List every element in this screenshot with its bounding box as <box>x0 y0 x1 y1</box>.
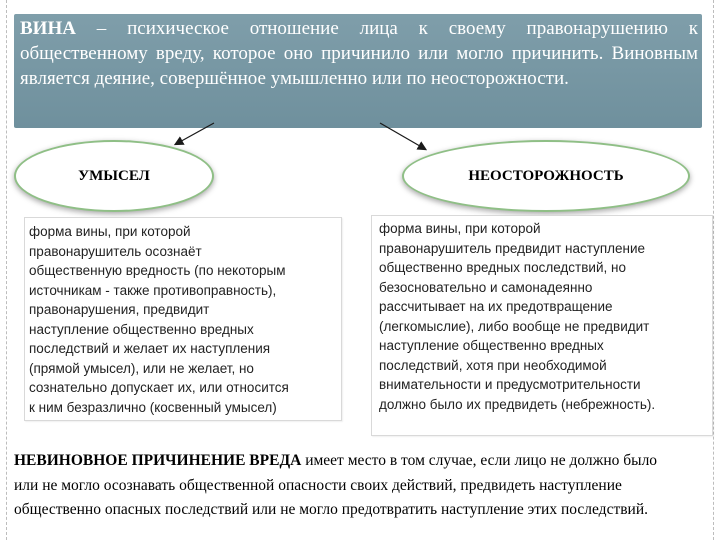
innocent-harm-body: имеет место в том случае, если лицо не должно было или не могло осознавать общественной опасности своих действий, предвидеть наступление общественно опасных последствий или не могло предотвратить наступление этих последствий. <box>14 452 658 518</box>
right-dashed-border <box>713 0 714 540</box>
intent-label: УМЫСЕЛ <box>78 167 150 184</box>
negligence-line: общественно вредных последствий, но <box>379 260 626 275</box>
innocent-harm-term: НЕВИНОВНОЕ ПРИЧИНЕНИЕ ВРЕДА <box>14 452 302 469</box>
intent-description-box <box>24 217 342 421</box>
intent-line: правонарушения, предвидит <box>29 302 210 317</box>
intent-line: правонарушитель осознаёт <box>29 243 202 259</box>
definition-text <box>20 16 698 91</box>
intent-line: последствий и желает их наступления <box>29 341 271 356</box>
negligence-line: безосновательно и самонадеянно <box>379 279 593 295</box>
intent-line: наступление общественно вредных <box>29 321 254 337</box>
negligence-line: внимательности и предусмотрительности <box>379 377 641 392</box>
negligence-line: должно было их предвидеть (небрежность). <box>379 396 656 412</box>
left-dashed-border <box>6 0 7 540</box>
negligence-line: последствий, хотя при необходимой <box>379 357 607 373</box>
negligence-line: форма вины, при которой <box>379 221 541 236</box>
negligence-line: правонарушитель предвидит наступление <box>379 240 646 256</box>
intent-line: (прямой умысел), или не желает, но <box>29 360 254 376</box>
intent-line: источникам - также противоправность), <box>29 282 277 298</box>
intent-line: общественную вредность (по некоторым <box>29 263 286 278</box>
negligence-description-box <box>371 215 713 436</box>
negligence-label: НЕОСТОРОЖНОСТЬ <box>468 167 624 184</box>
negligence-oval <box>402 140 690 212</box>
intent-line: к ним безразлично (косвенный умысел) <box>29 399 277 415</box>
definition-body: – психическое отношение лица к своему правонарушению к общественному вреду, которое оно причинило или могло причинить. Виновным является деяние, совершённое умышленно или по неосторожности. <box>20 18 698 89</box>
negligence-line: (легкомыслие), либо вообще не предвидит <box>379 318 650 334</box>
intent-line: форма вины, при которой <box>29 224 191 239</box>
intent-line: сознательно допускает их, или относится <box>29 380 289 395</box>
definition-term: ВИНА <box>20 18 76 39</box>
intent-oval <box>14 140 214 212</box>
negligence-line: рассчитывает на их предотвращение <box>379 299 613 314</box>
negligence-line: наступление общественно вредных <box>379 338 604 353</box>
innocent-harm-paragraph <box>14 449 664 523</box>
